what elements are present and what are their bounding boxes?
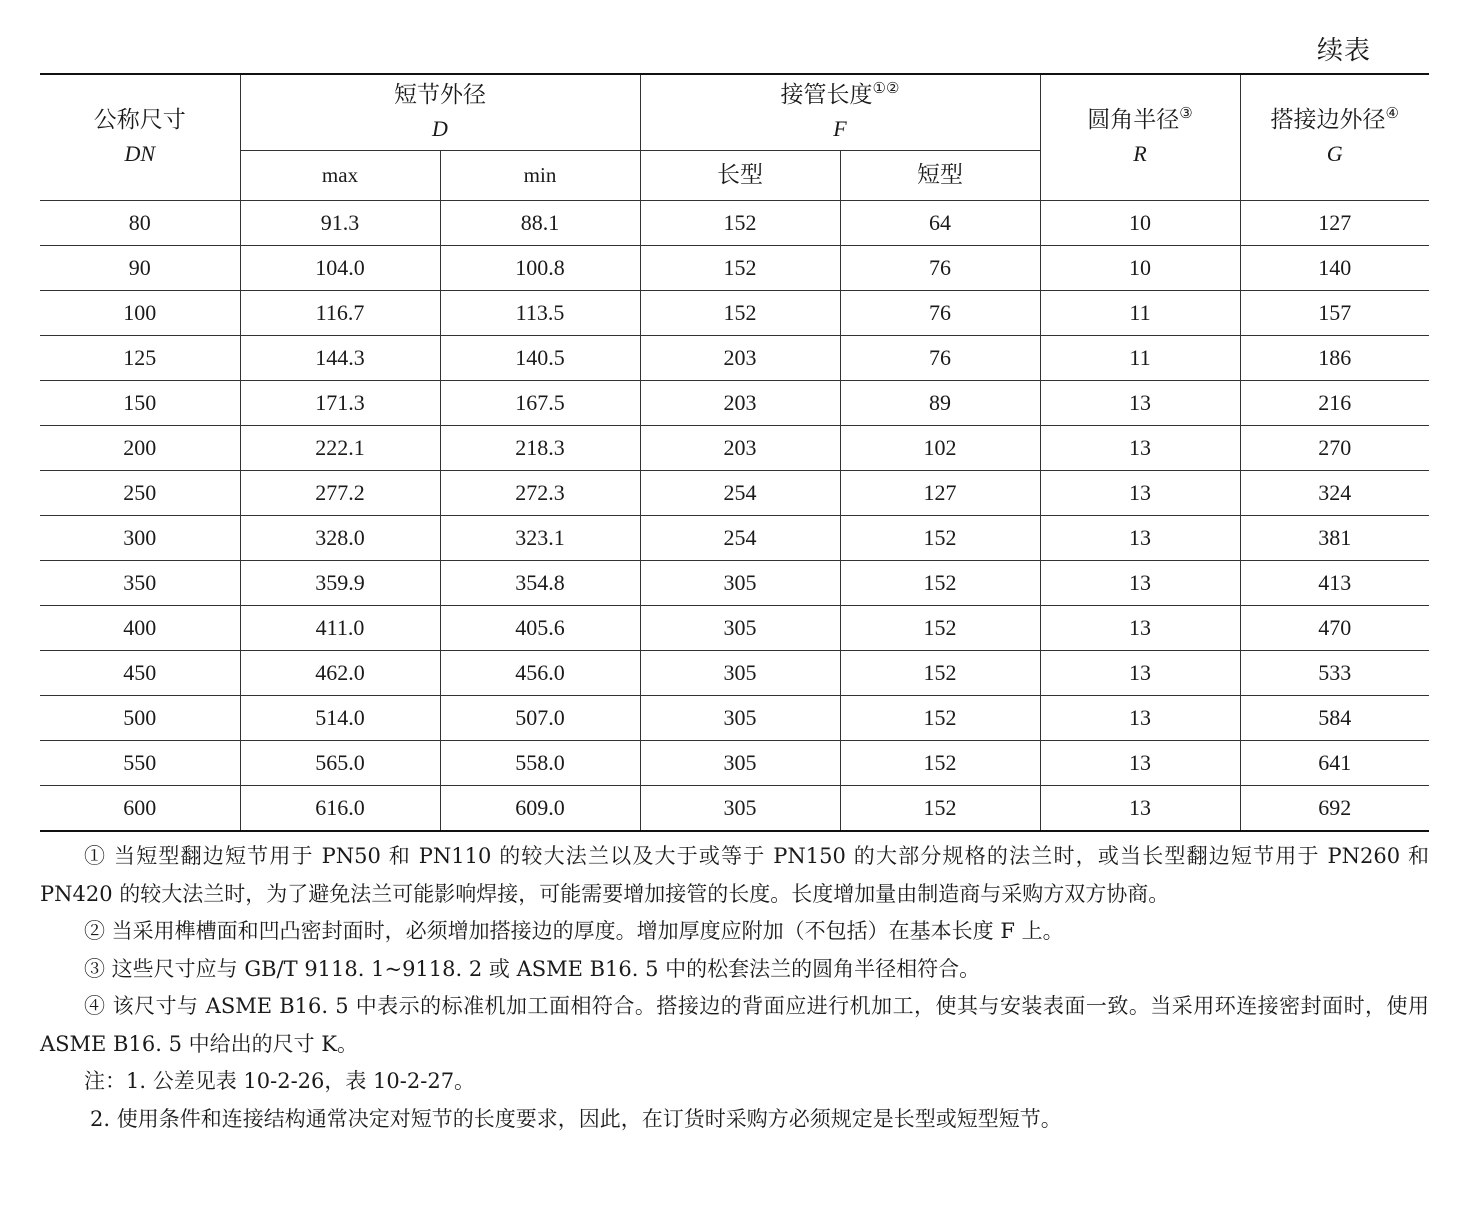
cell-lap-diameter: 584 (1240, 695, 1429, 740)
cell-fillet-radius: 13 (1040, 470, 1240, 515)
cell-length-short: 76 (840, 245, 1040, 290)
cell-diameter-max: 171.3 (240, 380, 440, 425)
general-note-2: 2. 使用条件和连接结构通常决定对短节的长度要求，因此，在订货时采购方必须规定是长型或短型短节。 (90, 1106, 1062, 1131)
cell-fillet-radius: 13 (1040, 515, 1240, 560)
cell-length-short: 152 (840, 605, 1040, 650)
cell-length-long: 305 (640, 695, 840, 740)
cell-diameter-max: 104.0 (240, 245, 440, 290)
header-outer-diameter-symbol: D (432, 116, 448, 142)
cell-fillet-radius: 13 (1040, 560, 1240, 605)
cell-diameter-max: 222.1 (240, 425, 440, 470)
table-row (40, 425, 1429, 470)
table-row (40, 470, 1429, 515)
continued-label: 续表 (1316, 36, 1371, 66)
table-row (40, 290, 1429, 335)
cell-nominal-size: 550 (40, 740, 240, 785)
cell-nominal-size: 300 (40, 515, 240, 560)
cell-fillet-radius: 10 (1040, 245, 1240, 290)
cell-diameter-min: 323.1 (440, 515, 640, 560)
table-row (40, 740, 1429, 785)
footnotes (40, 838, 1429, 1138)
cell-lap-diameter: 270 (1240, 425, 1429, 470)
cell-nominal-size: 150 (40, 380, 240, 425)
cell-nominal-size: 350 (40, 560, 240, 605)
cell-length-short: 127 (840, 470, 1040, 515)
table-row (40, 380, 1429, 425)
cell-fillet-radius: 13 (1040, 605, 1240, 650)
cell-diameter-min: 88.1 (440, 200, 640, 245)
general-note-1: 注：1. 公差见表 10-2-26，表 10-2-27。 (84, 1069, 476, 1093)
cell-length-short: 152 (840, 740, 1040, 785)
cell-lap-diameter: 157 (1240, 290, 1429, 335)
cell-length-short: 152 (840, 560, 1040, 605)
cell-nominal-size: 80 (40, 200, 240, 245)
cell-nominal-size: 100 (40, 290, 240, 335)
cell-length-long: 305 (640, 740, 840, 785)
cell-diameter-min: 354.8 (440, 560, 640, 605)
cell-diameter-min: 507.0 (440, 695, 640, 740)
cell-fillet-radius: 11 (1040, 335, 1240, 380)
cell-lap-diameter: 324 (1240, 470, 1429, 515)
table-row (40, 650, 1429, 695)
header-length-short: 短型 (840, 150, 1040, 200)
cell-diameter-max: 565.0 (240, 740, 440, 785)
cell-nominal-size: 200 (40, 425, 240, 470)
cell-diameter-min: 140.5 (440, 335, 640, 380)
cell-diameter-min: 456.0 (440, 650, 640, 695)
header-fillet-radius-label: 圆角半径 (1087, 107, 1180, 133)
cell-diameter-min: 218.3 (440, 425, 640, 470)
header-pipe-length-note-ref: ①② (872, 81, 900, 98)
cell-nominal-size: 600 (40, 785, 240, 831)
header-diameter-min: min (440, 150, 640, 200)
header-diameter-max: max (240, 150, 440, 200)
cell-lap-diameter: 381 (1240, 515, 1429, 560)
header-fillet-radius-note-ref: ③ (1179, 106, 1193, 123)
header-lap-diameter (1240, 74, 1429, 200)
cell-lap-diameter: 692 (1240, 785, 1429, 831)
cell-length-short: 152 (840, 650, 1040, 695)
cell-length-long: 305 (640, 560, 840, 605)
cell-diameter-max: 277.2 (240, 470, 440, 515)
header-lap-diameter-note-ref: ④ (1385, 106, 1399, 123)
cell-length-long: 203 (640, 425, 840, 470)
cell-length-long: 203 (640, 335, 840, 380)
cell-diameter-min: 609.0 (440, 785, 640, 831)
cell-nominal-size: 90 (40, 245, 240, 290)
cell-diameter-min: 405.6 (440, 605, 640, 650)
cell-diameter-max: 144.3 (240, 335, 440, 380)
cell-length-short: 89 (840, 380, 1040, 425)
header-pipe-length-label: 接管长度 (780, 82, 873, 108)
cell-fillet-radius: 11 (1040, 290, 1240, 335)
cell-length-long: 305 (640, 650, 840, 695)
header-outer-diameter (240, 74, 640, 150)
header-nominal-size-symbol: DN (124, 141, 156, 167)
cell-length-short: 152 (840, 695, 1040, 740)
header-length-long: 长型 (640, 150, 840, 200)
cell-length-short: 152 (840, 515, 1040, 560)
table-row (40, 605, 1429, 650)
cell-diameter-min: 113.5 (440, 290, 640, 335)
cell-nominal-size: 450 (40, 650, 240, 695)
cell-length-short: 64 (840, 200, 1040, 245)
header-outer-diameter-label: 短节外径 (394, 82, 486, 108)
cell-diameter-max: 116.7 (240, 290, 440, 335)
cell-length-long: 305 (640, 785, 840, 831)
cell-diameter-max: 411.0 (240, 605, 440, 650)
cell-diameter-max: 616.0 (240, 785, 440, 831)
cell-lap-diameter: 470 (1240, 605, 1429, 650)
cell-diameter-max: 91.3 (240, 200, 440, 245)
cell-fillet-radius: 13 (1040, 785, 1240, 831)
table-row (40, 245, 1429, 290)
cell-length-long: 254 (640, 515, 840, 560)
cell-diameter-max: 359.9 (240, 560, 440, 605)
table-row (40, 515, 1429, 560)
cell-diameter-max: 514.0 (240, 695, 440, 740)
cell-lap-diameter: 641 (1240, 740, 1429, 785)
header-fillet-radius-symbol: R (1133, 141, 1147, 167)
table-row (40, 785, 1429, 831)
footnote-1: ① 当短型翻边短节用于 PN50 和 PN110 的较大法兰以及大于或等于 PN150 的大部分规格的法兰时，或当长型翻边短节用于 PN260 和 PN420 的较大法兰时，为了避免法兰可能影响焊接，可能需要增加接管的长度。长度增加量由制造商与采购方双方协商。 (40, 844, 1429, 906)
cell-length-short: 102 (840, 425, 1040, 470)
cell-lap-diameter: 127 (1240, 200, 1429, 245)
table-row (40, 695, 1429, 740)
header-pipe-length (640, 74, 1040, 150)
cell-nominal-size: 125 (40, 335, 240, 380)
cell-length-short: 76 (840, 335, 1040, 380)
header-fillet-radius (1040, 74, 1240, 200)
cell-lap-diameter: 216 (1240, 380, 1429, 425)
dimension-table (40, 73, 1429, 832)
cell-diameter-min: 558.0 (440, 740, 640, 785)
cell-length-long: 152 (640, 200, 840, 245)
cell-fillet-radius: 13 (1040, 650, 1240, 695)
header-nominal-size-label: 公称尺寸 (93, 107, 186, 133)
cell-length-short: 152 (840, 785, 1040, 831)
cell-length-long: 152 (640, 245, 840, 290)
cell-diameter-min: 100.8 (440, 245, 640, 290)
cell-lap-diameter: 413 (1240, 560, 1429, 605)
cell-diameter-max: 328.0 (240, 515, 440, 560)
footnote-2: ② 当采用榫槽面和凹凸密封面时，必须增加搭接边的厚度。增加厚度应附加（不包括）在基本长度 F 上。 (84, 919, 1064, 943)
cell-diameter-min: 167.5 (440, 380, 640, 425)
cell-diameter-max: 462.0 (240, 650, 440, 695)
cell-lap-diameter: 533 (1240, 650, 1429, 695)
cell-diameter-min: 272.3 (440, 470, 640, 515)
cell-length-long: 152 (640, 290, 840, 335)
cell-fillet-radius: 13 (1040, 740, 1240, 785)
cell-length-short: 76 (840, 290, 1040, 335)
cell-nominal-size: 500 (40, 695, 240, 740)
table-body (40, 200, 1429, 831)
cell-lap-diameter: 186 (1240, 335, 1429, 380)
cell-fillet-radius: 13 (1040, 425, 1240, 470)
header-lap-diameter-label: 搭接边外径 (1270, 107, 1386, 133)
cell-lap-diameter: 140 (1240, 245, 1429, 290)
cell-length-long: 254 (640, 470, 840, 515)
footnote-3: ③ 这些尺寸应与 GB/T 9118. 1~9118. 2 或 ASME B16. 5 中的松套法兰的圆角半径相符合。 (84, 956, 981, 981)
header-pipe-length-symbol: F (833, 116, 847, 142)
cell-nominal-size: 400 (40, 605, 240, 650)
cell-length-long: 203 (640, 380, 840, 425)
table-row (40, 335, 1429, 380)
footnote-4: ④ 该尺寸与 ASME B16. 5 中表示的标准机加工面相符合。搭接边的背面应进行机加工，使其与安装表面一致。当采用环连接密封面时，使用 ASME B16. 5 中给出的尺寸 K。 (40, 994, 1429, 1056)
cell-nominal-size: 250 (40, 470, 240, 515)
header-lap-diameter-symbol: G (1326, 141, 1343, 167)
cell-fillet-radius: 10 (1040, 200, 1240, 245)
table-row (40, 200, 1429, 245)
cell-fillet-radius: 13 (1040, 380, 1240, 425)
cell-fillet-radius: 13 (1040, 695, 1240, 740)
header-nominal-size (40, 74, 240, 200)
table-row (40, 560, 1429, 605)
cell-length-long: 305 (640, 605, 840, 650)
